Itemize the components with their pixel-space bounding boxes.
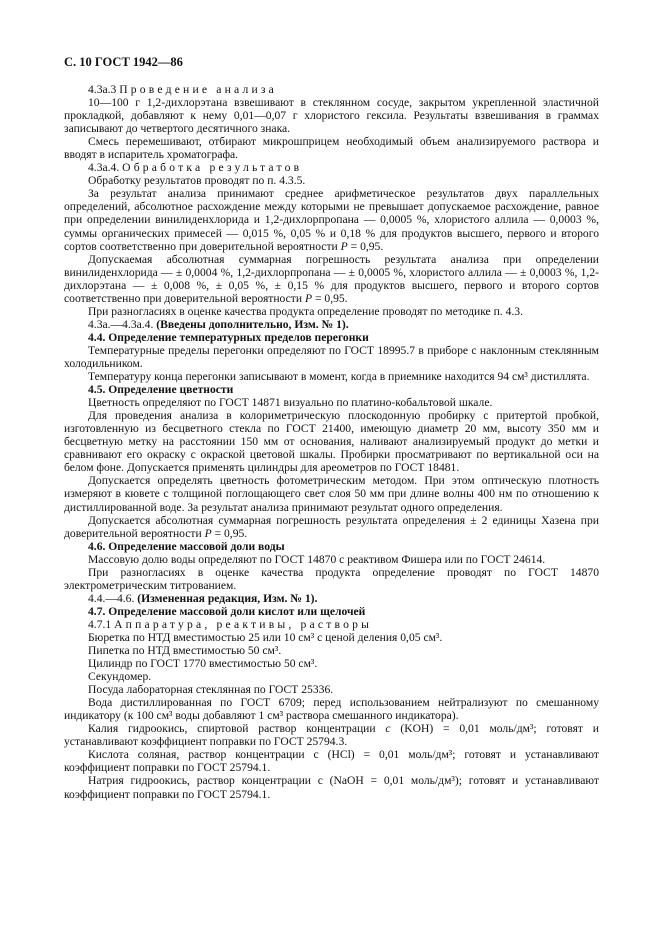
paragraph <box>64 514 599 540</box>
amendment-note <box>64 318 599 331</box>
paragraph: Для проведения анализа в колориметрическую плоскодонную пробирку с притертой пробкой, изготовленную из бесцветного стекла по ГОСТ 21400, имеющую диаметр 20 мм, высоту 350 мм и бесцветную метку на расстоянии 150 мм от основания, наливают анализируемый продукт до метки и сравнивают его окраску с окраской цветовой шкалы. Пробирки просматривают по вертикальной оси на белом фоне. Допускается применять цилиндры для ареометров по ГОСТ 18481. <box>64 409 599 475</box>
text: = 0,95. <box>211 526 248 540</box>
section-heading-4-4: 4.4. Определение температурных пределов перегонки <box>88 330 369 344</box>
paragraph: Массовую долю воды определяют по ГОСТ 14870 с реактивом Фишера или по ГОСТ 24614. <box>88 552 546 566</box>
section-number: 4.3а.4. <box>88 161 123 175</box>
text: Допускаемая абсолютная суммарная погрешность результата анализа при определении винилиденхлорида — ± 0,0004 %, 1,2-дихлорпропана — ± 0,0005 %, хлористого аллила — ± 0,0003 %, 1,2-дихлорэтана — ± 0,008 %, ± 0,05 %, ± 0,15 % для продуктов высшего, первого и второго сортов соответственно при доверительной вероятности <box>64 252 599 305</box>
var-p: P <box>340 239 348 253</box>
var-c: c <box>385 722 391 736</box>
text: Калия гидроокись, спиртовой раствор концентрации <box>88 722 386 736</box>
document-body <box>64 83 599 801</box>
paragraph <box>64 187 599 252</box>
paragraph: Температурные пределы перегонки определяют по ГОСТ 18995.7 в приборе с наклонным стеклянным холодильником. <box>64 343 599 370</box>
paragraph: Обработку результатов проводят по п. 4.3.5. <box>88 174 306 188</box>
paragraph: 10—100 г 1,2-дихлорэтана взвешивают в стеклянном сосуде, закрытом укрепленной эластичной прокладкой, добавляют к нему 0,01—0,07 г хлористого гексила. Результаты взвешивания в граммах записывают до четвертого десятичного знака. <box>64 96 599 136</box>
amendment-text: (Измененная редакция, Изм. № 1). <box>137 591 318 605</box>
list-item <box>64 722 599 748</box>
var-p: P <box>304 291 313 305</box>
list-item: Натрия гидроокись, раствор концентрации c (NaOH = 0,01 моль/дм³); готовят и устанавливают коэффициент поправки по ГОСТ 25794.1. <box>64 774 599 801</box>
text: 4.3а.—4.3а.4. <box>88 317 157 331</box>
paragraph <box>64 253 599 305</box>
amendment-text: (Введены дополнительно, Изм. № 1). <box>156 317 349 331</box>
text: (KOH) = 0,01 моль/дм³; готовят и устанавливают коэффициент поправки по ГОСТ 25794.3. <box>64 722 600 749</box>
section-heading-4-7: 4.7. Определение массовой доли кислот или щелочей <box>88 604 366 618</box>
section-heading-4-5: 4.5. Определение цветности <box>88 383 234 397</box>
list-item: Цилиндр по ГОСТ 1770 вместимостью 50 см³. <box>88 657 318 671</box>
text: За результат анализа принимают среднее арифметическое результатов двух параллельных определений, абсолютное расхождение между которыми не превышает допускаемое расхождение, равное при определении винилиденхлорида и 1,2-дихлорпропана — 0,0005 %, хлористого аллила — 0,0003 %, суммы органических примесей — 0,015 %, 0,05 % и 0,18 % для продуктов высшего, первого и второго сортов соответственно при доверительной вероятности <box>64 187 599 253</box>
list-item: Посуда лабораторная стеклянная по ГОСТ 25336. <box>88 683 334 697</box>
list-item: Пипетка по НТД вместимостью 50 см³. <box>88 644 282 658</box>
section-heading-4-6: 4.6. Определение массовой доли воды <box>88 539 285 553</box>
paragraph: Цветность определяют по ГОСТ 14871 визуально по платино-кобальтовой шкале. <box>88 396 493 410</box>
paragraph: Смесь перемешивают, отбирают микрошприцем необходимый объем анализируемого раствора и вводят в испаритель хроматографа. <box>64 135 599 162</box>
paragraph: При разногласиях в оценке качества продукта определение проводят по ГОСТ 14870 электрометрическим титрованием. <box>64 565 599 592</box>
text: Допускается абсолютная суммарная погрешность результата определения ± 2 единицы Хазена при доверительной вероятности <box>64 513 599 540</box>
section-title: Обработка результатов <box>122 161 303 175</box>
paragraph: Допускается определять цветность фотометрическим методом. При этом оптическую плотность измеряют в кювете с толщиной поглощающего свет слоя 50 мм при длине волны 400 нм по отношению к дистиллированной воде. За результат анализа принимают результат одного определения. <box>64 474 599 514</box>
section-title: Аппаратура, реактивы, растворы <box>114 617 373 631</box>
section-number: 4.3а.3 <box>88 83 120 96</box>
text: 4.4.—4.6. <box>88 591 138 605</box>
paragraph: Температуру конца перегонки записывают в момент, когда в приемнике находится 94 см³ дистиллята. <box>88 370 590 384</box>
var-p: P <box>204 526 212 540</box>
text: = 0,95. <box>312 291 348 305</box>
page-header: С. 10 ГОСТ 1942—86 <box>64 55 183 69</box>
section-heading-4-7-1 <box>64 618 599 631</box>
paragraph: При разногласиях в оценке качества продукта определение проводят по методике п. 4.3. <box>88 304 523 318</box>
section-title: Проведение анализа <box>119 83 278 96</box>
text: = 0,95. <box>347 239 384 253</box>
list-item: Бюретка по НТД вместимостью 25 или 10 см³ с ценой деления 0,05 см³. <box>88 630 443 644</box>
section-heading-4-3a-4 <box>64 161 599 174</box>
list-item: Вода дистиллированная по ГОСТ 6709; перед использованием нейтрализуют по смешанному индикатору (к 100 см³ воды добавляют 1 см³ раствора смешанного индикатора). <box>64 696 599 723</box>
section-heading-4-3a-3 <box>64 83 599 96</box>
list-item: Секундомер. <box>88 670 152 684</box>
amendment-note <box>64 592 599 605</box>
list-item: Кислота соляная, раствор концентрации c (HCl) = 0,01 моль/дм³; готовят и устанавливают коэффициент поправки по ГОСТ 25794.1. <box>64 748 599 775</box>
section-number: 4.7.1 <box>88 617 115 631</box>
